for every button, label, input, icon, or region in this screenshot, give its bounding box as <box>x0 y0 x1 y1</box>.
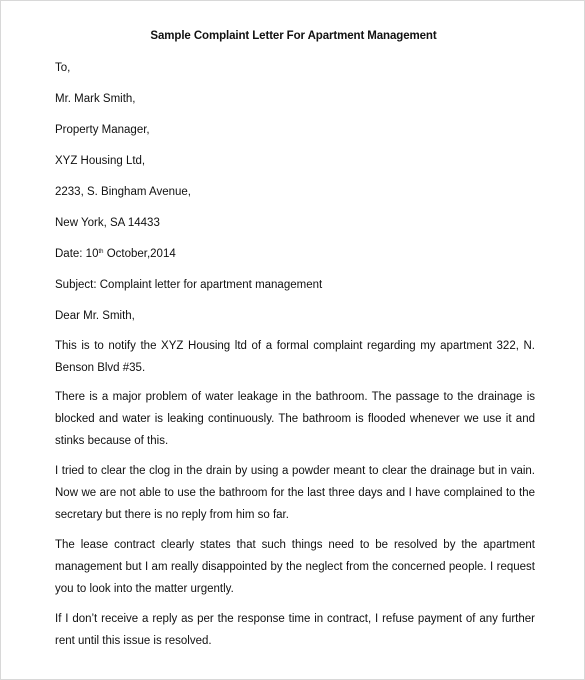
date-suffix: October,2014 <box>103 248 176 260</box>
address-to: To, <box>55 62 71 74</box>
paragraph-text: There is a major problem of water leakage in the bathroom. The passage to the drainage is blocked and water is leaking continuously. The bathroom is flooded whenever we use it and stinks because of this. <box>55 391 535 447</box>
body-paragraph <box>55 386 535 452</box>
body-paragraph <box>55 460 535 526</box>
recipient-city: New York, SA 14433 <box>55 217 160 229</box>
recipient-name: Mr. Mark Smith, <box>55 93 136 105</box>
letter-date <box>55 248 176 260</box>
recipient-street: 2233, S. Bingham Avenue, <box>55 186 191 198</box>
date-ordinal: th <box>98 249 104 255</box>
recipient-company: XYZ Housing Ltd, <box>55 155 146 167</box>
paragraph-text: If I don’t receive a reply as per the response time in contract, I refuse payment of any further rent until this issue is resolved. <box>55 613 535 647</box>
letter-subject: Subject: Complaint letter for apartment management <box>55 279 323 291</box>
body-paragraph <box>55 335 535 379</box>
date-prefix: Date: 10 <box>55 248 99 260</box>
paragraph-text: I tried to clear the clog in the drain by using a powder meant to clear the drainage but in vain. Now we are not able to use the bathroom for the last three days and I have complained to the secretary but there is no reply from him so far. <box>55 465 535 521</box>
body-paragraph <box>55 534 535 600</box>
paragraph-text: The lease contract clearly states that such things need to be resolved by the apartment management but I am really disappointed by the neglect from the concerned people. I request you to look into the matter urgently. <box>55 539 535 595</box>
body-paragraph <box>55 608 535 652</box>
recipient-title: Property Manager, <box>55 124 150 136</box>
paragraph-text: This is to notify the XYZ Housing ltd of a formal complaint regarding my apartment 322, N. Benson Blvd #35. <box>55 340 535 374</box>
letter-title: Sample Complaint Letter For Apartment Management <box>150 30 437 42</box>
letter-salutation: Dear Mr. Smith, <box>55 310 135 322</box>
